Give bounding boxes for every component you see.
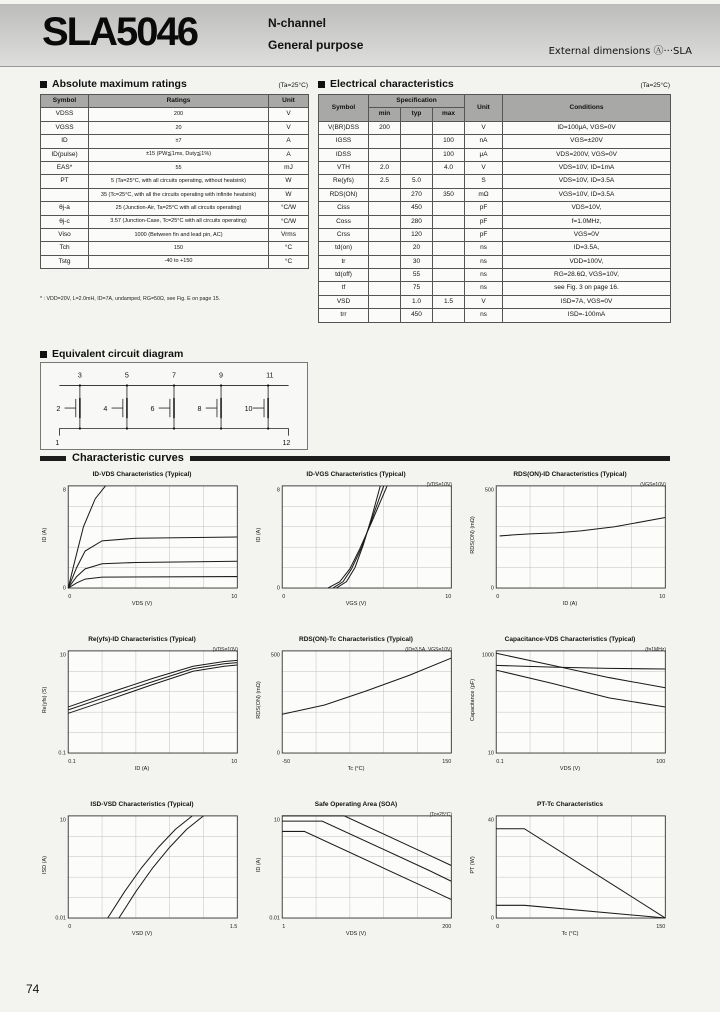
chart-title: ISD-VSD Characteristics (Typical) [90, 801, 194, 808]
table-row [41, 121, 309, 134]
table-cell: ns [465, 242, 503, 255]
chart-plot [41, 810, 243, 933]
chart-xlabel: Tc (°C) [561, 931, 579, 937]
table-cell: VGSS [41, 121, 89, 134]
table-row [319, 135, 671, 148]
table-cell: Viso [41, 228, 89, 241]
col-unit: Unit [269, 95, 309, 108]
table-row [41, 175, 309, 188]
table-cell [369, 188, 401, 201]
table-cell: V [465, 161, 503, 174]
table-cell [369, 309, 401, 322]
table-cell: VDSS [41, 108, 89, 121]
table-cell: ISD=7A, VGS=0V [503, 295, 671, 308]
table-cell: 2.5 [369, 175, 401, 188]
table-cell [433, 202, 465, 215]
table-cell: 2.0 [369, 161, 401, 174]
table-cell [369, 215, 401, 228]
svg-text:10: 10 [59, 817, 66, 824]
section-bullet-icon [40, 81, 47, 88]
chart-plot [255, 480, 457, 603]
svg-text:0: 0 [490, 585, 494, 592]
chart-rdson-tc [250, 635, 462, 798]
table-cell [369, 148, 401, 161]
svg-text:0: 0 [496, 924, 500, 931]
elec-temp-note: (Ta=25°C) [640, 82, 670, 89]
svg-text:0: 0 [276, 750, 280, 757]
table-cell [369, 282, 401, 295]
equiv-title: Equivalent circuit diagram [52, 348, 184, 360]
table-row [319, 175, 671, 188]
svg-text:150: 150 [442, 759, 452, 766]
table-cell: V [465, 295, 503, 308]
table-cell: nA [465, 135, 503, 148]
table-cell: ns [465, 282, 503, 295]
table-cell: ID=3.5A, [503, 242, 671, 255]
chart-title: PT-Tc Characteristics [537, 801, 603, 808]
chart-plot [41, 480, 243, 603]
svg-text:10: 10 [231, 594, 238, 601]
curves-heading [40, 452, 670, 464]
equiv-heading [40, 348, 308, 360]
table-cell: V [269, 108, 309, 121]
table-cell: V(BR)DSS [319, 121, 369, 134]
table-row [319, 269, 671, 282]
table-cell: 1000 (Between fin and lead pin, AC) [89, 228, 269, 241]
table-row [319, 161, 671, 174]
col-ratings: Ratings [89, 95, 269, 108]
table-cell [433, 242, 465, 255]
table-header-row [319, 95, 671, 108]
svg-text:500: 500 [270, 652, 280, 659]
table-cell: 35 (Tc=25°C, with all the circuits operating with infinite heatsink) [89, 188, 269, 201]
table-cell: td(off) [319, 269, 369, 282]
section-bullet-icon [40, 351, 47, 358]
table-cell [369, 295, 401, 308]
chart-gfs-id [36, 635, 248, 798]
col-min: min [369, 108, 401, 121]
svg-text:8: 8 [62, 487, 66, 494]
table-cell [401, 148, 433, 161]
table-cell [401, 121, 433, 134]
pin-number: 9 [219, 371, 223, 380]
table-cell: PT [41, 175, 89, 188]
table-cell: RG=28.6Ω, VGS=10V, [503, 269, 671, 282]
table-cell: pF [465, 228, 503, 241]
table-row [41, 228, 309, 241]
svg-text:0: 0 [62, 585, 66, 592]
chart-title: RDS(ON)-Tc Characteristics (Typical) [299, 636, 413, 643]
table-cell: ID [41, 135, 89, 148]
table-cell: mΩ [465, 188, 503, 201]
table-cell: ISD=-100mA [503, 309, 671, 322]
chart-plot [255, 810, 457, 933]
table-cell [401, 161, 433, 174]
col-symbol: Symbol [319, 95, 369, 122]
table-cell: 3.57 (Junction-Case, Tc=25°C with all circuits operating) [89, 215, 269, 228]
elec-body [319, 121, 671, 322]
svg-text:0: 0 [496, 594, 500, 601]
chart-capacitance-vds [464, 635, 676, 798]
table-cell: VDS=10V, ID=1mA [503, 161, 671, 174]
table-header-row [41, 95, 309, 108]
elec-table [318, 94, 671, 323]
purpose: General purpose [268, 38, 364, 52]
table-cell: 450 [401, 202, 433, 215]
elec-title: Electrical characteristics [330, 78, 454, 90]
pin-number: 1 [55, 438, 60, 447]
table-cell: 270 [401, 188, 433, 201]
svg-text:0: 0 [282, 594, 286, 601]
abs-max-footnote: * : VDD=20V, L=2.0mH, ID=7A, undamped, RG=50Ω, see Fig. E on page 15. [40, 296, 221, 302]
section-bullet-icon [318, 81, 325, 88]
table-cell: 4.0 [433, 161, 465, 174]
table-cell: Vrms [269, 228, 309, 241]
chart-xlabel: VDS (V) [131, 601, 153, 607]
table-cell: VDD=100V, [503, 255, 671, 268]
table-cell: V [269, 121, 309, 134]
pin-number: 11 [266, 371, 274, 380]
chart-title: Re(yfs)-ID Characteristics (Typical) [88, 636, 196, 643]
table-cell: tr [319, 255, 369, 268]
table-cell [433, 228, 465, 241]
table-cell: 5 (Ta=25°C, with all circuits operating, without heatsink) [89, 175, 269, 188]
table-row [319, 242, 671, 255]
table-row [41, 135, 309, 148]
table-row [319, 202, 671, 215]
pin-number: 4 [103, 405, 108, 414]
svg-text:0.1: 0.1 [58, 750, 66, 757]
table-cell: °C/W [269, 215, 309, 228]
col-typ: typ [401, 108, 433, 121]
table-cell: Re(yfs) [319, 175, 369, 188]
table-cell: A [269, 148, 309, 161]
table-cell: Ciss [319, 202, 369, 215]
table-cell: ID(pulse) [41, 148, 89, 161]
table-cell: θj-a [41, 202, 89, 215]
table-cell: 150 [89, 242, 269, 255]
chart-ylabel: Re(yfs) (S) [42, 686, 48, 714]
chart-plot [469, 810, 671, 933]
svg-text:10: 10 [445, 594, 452, 601]
table-cell: 25 (Junction-Air, Ta=25°C with all circuits operating) [89, 202, 269, 215]
chart-xlabel: VDS (V) [559, 766, 581, 772]
table-cell: IGSS [319, 135, 369, 148]
table-cell: 75 [401, 282, 433, 295]
table-row [319, 228, 671, 241]
elec-heading [318, 78, 670, 90]
table-cell: pF [465, 202, 503, 215]
table-row [319, 121, 671, 134]
svg-text:10: 10 [659, 594, 666, 601]
table-cell [433, 175, 465, 188]
chart-xlabel: VDS (V) [345, 931, 367, 937]
pin-number: 7 [171, 371, 176, 380]
table-cell: 1.5 [433, 295, 465, 308]
table-cell: θj-c [41, 215, 89, 228]
svg-text:0: 0 [490, 915, 494, 922]
table-cell: 55 [401, 269, 433, 282]
chart-rdson-id [464, 470, 676, 633]
table-cell: ns [465, 255, 503, 268]
table-cell: -40 to +150 [89, 255, 269, 268]
svg-text:0.01: 0.01 [55, 915, 66, 922]
table-cell: f=1.0MHz, [503, 215, 671, 228]
table-cell: 55 [89, 161, 269, 174]
chart-title: Safe Operating Area (SOA) [314, 801, 398, 808]
chart-ylabel: ISD (A) [42, 855, 48, 875]
abs-max-table [40, 94, 309, 269]
table-cell [369, 269, 401, 282]
chart-ylabel: ID (A) [256, 527, 262, 543]
chart-id-vgs [250, 470, 462, 633]
svg-text:0.1: 0.1 [496, 759, 504, 766]
pin-number: 5 [124, 371, 129, 380]
chart-ylabel: Capacitance (pF) [470, 678, 476, 722]
part-number: SLA5046 [42, 10, 197, 54]
table-cell [369, 202, 401, 215]
chart-xlabel: ID (A) [562, 601, 578, 607]
table-cell: EAS* [41, 161, 89, 174]
chart-note: (VDS=10V) [426, 482, 452, 488]
table-cell [433, 121, 465, 134]
chart-xlabel: VSD (V) [131, 931, 153, 937]
curves-title: Characteristic curves [72, 452, 184, 464]
table-cell [433, 255, 465, 268]
table-cell: 350 [433, 188, 465, 201]
chart-xlabel: ID (A) [134, 766, 150, 772]
svg-text:1: 1 [282, 924, 286, 931]
circuit-drawing-icon [41, 363, 307, 449]
table-cell [369, 242, 401, 255]
table-cell [433, 215, 465, 228]
table-cell: VDS=10V, [503, 202, 671, 215]
chart-xlabel: VGS (V) [345, 601, 367, 607]
svg-text:0: 0 [68, 924, 72, 931]
abs-max-body [41, 108, 309, 269]
table-cell: 5.0 [401, 175, 433, 188]
table-row [319, 215, 671, 228]
table-cell: VGS=0V [503, 228, 671, 241]
table-cell: 450 [401, 309, 433, 322]
charts-grid [36, 470, 676, 963]
svg-text:500: 500 [484, 487, 494, 494]
table-row [41, 215, 309, 228]
table-row [319, 255, 671, 268]
chart-note: (ID=3.5A, VGS=10V) [405, 647, 452, 653]
table-row [41, 108, 309, 121]
table-cell: ns [465, 309, 503, 322]
table-cell: 200 [369, 121, 401, 134]
table-row [319, 295, 671, 308]
table-cell: 20 [401, 242, 433, 255]
table-cell [401, 135, 433, 148]
table-cell: VDS=10V, ID=3.5A [503, 175, 671, 188]
pin-number: 2 [56, 405, 61, 414]
svg-text:200: 200 [442, 924, 452, 931]
table-cell: 100 [433, 135, 465, 148]
col-unit: Unit [465, 95, 503, 122]
table-cell: td(on) [319, 242, 369, 255]
table-row [319, 309, 671, 322]
table-cell [433, 282, 465, 295]
table-cell [369, 228, 401, 241]
svg-text:40: 40 [487, 817, 494, 824]
page-number: 74 [26, 982, 40, 996]
chart-title: RDS(ON)-ID Characteristics (Typical) [513, 471, 627, 478]
svg-text:10: 10 [231, 759, 238, 766]
svg-text:0: 0 [68, 594, 72, 601]
table-cell: 200 [89, 108, 269, 121]
svg-text:10: 10 [273, 817, 280, 824]
table-cell: 100 [433, 148, 465, 161]
chart-id-vds [36, 470, 248, 633]
col-conditions: Conditions [503, 95, 671, 122]
table-cell: VGS=±20V [503, 135, 671, 148]
svg-text:100: 100 [656, 759, 666, 766]
table-cell: ±15 (PW≦1ms, Duty≦1%) [89, 148, 269, 161]
table-cell: 1.0 [401, 295, 433, 308]
chart-note: (VDS=10V) [212, 647, 238, 653]
chart-note: (VGS=10V) [640, 482, 666, 488]
table-cell: V [465, 121, 503, 134]
chart-plot [469, 480, 671, 603]
pin-number: 12 [282, 438, 291, 447]
table-cell: ns [465, 269, 503, 282]
svg-text:8: 8 [276, 487, 280, 494]
abs-max-title: Absolute maximum ratings [52, 78, 187, 90]
chart-ylabel: ID (A) [256, 857, 262, 873]
channel-type: N-channel [268, 16, 327, 30]
svg-text:1.5: 1.5 [229, 924, 238, 931]
table-cell: ID=100μA, VGS=0V [503, 121, 671, 134]
chart-note: (f=1MHz) [645, 647, 666, 653]
chart-plot [255, 645, 457, 768]
table-cell: μA [465, 148, 503, 161]
svg-text:10: 10 [487, 750, 494, 757]
chart-ylabel: ID (A) [42, 527, 48, 543]
table-cell [433, 269, 465, 282]
svg-text:0.1: 0.1 [68, 759, 76, 766]
svg-text:0.01: 0.01 [269, 915, 280, 922]
equivalent-circuit-diagram [40, 362, 308, 450]
table-cell: °C/W [269, 202, 309, 215]
table-cell: A [269, 135, 309, 148]
table-row [41, 202, 309, 215]
pin-number: 10 [244, 405, 253, 414]
table-cell: RDS(ON) [319, 188, 369, 201]
chart-plot [469, 645, 671, 768]
svg-text:10: 10 [59, 652, 66, 659]
table-cell: S [465, 175, 503, 188]
table-cell: 30 [401, 255, 433, 268]
abs-max-temp-note: (Ta=25°C) [278, 82, 308, 89]
svg-text:150: 150 [656, 924, 666, 931]
pin-number: 6 [150, 405, 155, 414]
table-row [41, 255, 309, 268]
chart-title: Capacitance-VDS Characteristics (Typical) [504, 636, 636, 643]
table-cell: Crss [319, 228, 369, 241]
chart-plot [41, 645, 243, 768]
external-dimensions-label: External dimensions Ⓐ···SLA [548, 46, 692, 57]
table-cell: Tstg [41, 255, 89, 268]
chart-soa [250, 800, 462, 963]
svg-text:1000: 1000 [481, 652, 494, 659]
table-row [319, 282, 671, 295]
table-cell: see Fig. 3 on page 16. [503, 282, 671, 295]
col-specification: Specification [369, 95, 465, 108]
table-cell: Tch [41, 242, 89, 255]
chart-title: ID-VDS Characteristics (Typical) [92, 471, 192, 478]
table-cell: pF [465, 215, 503, 228]
table-cell: 120 [401, 228, 433, 241]
pin-number: 8 [197, 405, 202, 414]
table-cell [41, 188, 89, 201]
heading-bar [40, 456, 66, 461]
chart-ylabel: PT (W) [470, 856, 476, 874]
table-cell: W [269, 175, 309, 188]
table-cell: Coss [319, 215, 369, 228]
table-cell: W [269, 188, 309, 201]
table-row [41, 242, 309, 255]
table-row [319, 148, 671, 161]
pin-number: 3 [77, 371, 82, 380]
table-cell: mJ [269, 161, 309, 174]
chart-xlabel: Tc (°C) [347, 766, 365, 772]
table-cell: VTH [319, 161, 369, 174]
table-cell: 20 [89, 121, 269, 134]
table-cell: VDS=200V, VGS=0V [503, 148, 671, 161]
table-cell [433, 309, 465, 322]
abs-max-heading [40, 78, 308, 90]
table-cell [369, 135, 401, 148]
table-cell [369, 255, 401, 268]
table-row [41, 148, 309, 161]
chart-title: ID-VGS Characteristics (Typical) [306, 471, 406, 478]
table-cell: tf [319, 282, 369, 295]
table-cell: 280 [401, 215, 433, 228]
chart-ylabel: RDS(ON) (mΩ) [470, 516, 476, 554]
chart-note: (Tc=25°C) [429, 812, 452, 818]
table-cell: °C [269, 242, 309, 255]
chart-pt-tc [464, 800, 676, 963]
col-max: max [433, 108, 465, 121]
svg-text:-50: -50 [282, 759, 291, 766]
chart-ylabel: RDS(ON) (mΩ) [256, 681, 262, 719]
table-cell: VSD [319, 295, 369, 308]
col-symbol: Symbol [41, 95, 89, 108]
table-cell: VGS=10V, ID=3.5A [503, 188, 671, 201]
table-cell: ±7 [89, 135, 269, 148]
chart-isd-vsd [36, 800, 248, 963]
table-row [41, 161, 309, 174]
table-cell: trr [319, 309, 369, 322]
heading-bar [190, 456, 670, 461]
table-row [41, 188, 309, 201]
table-row [319, 188, 671, 201]
svg-text:0: 0 [276, 585, 280, 592]
table-cell: °C [269, 255, 309, 268]
table-cell: IDSS [319, 148, 369, 161]
